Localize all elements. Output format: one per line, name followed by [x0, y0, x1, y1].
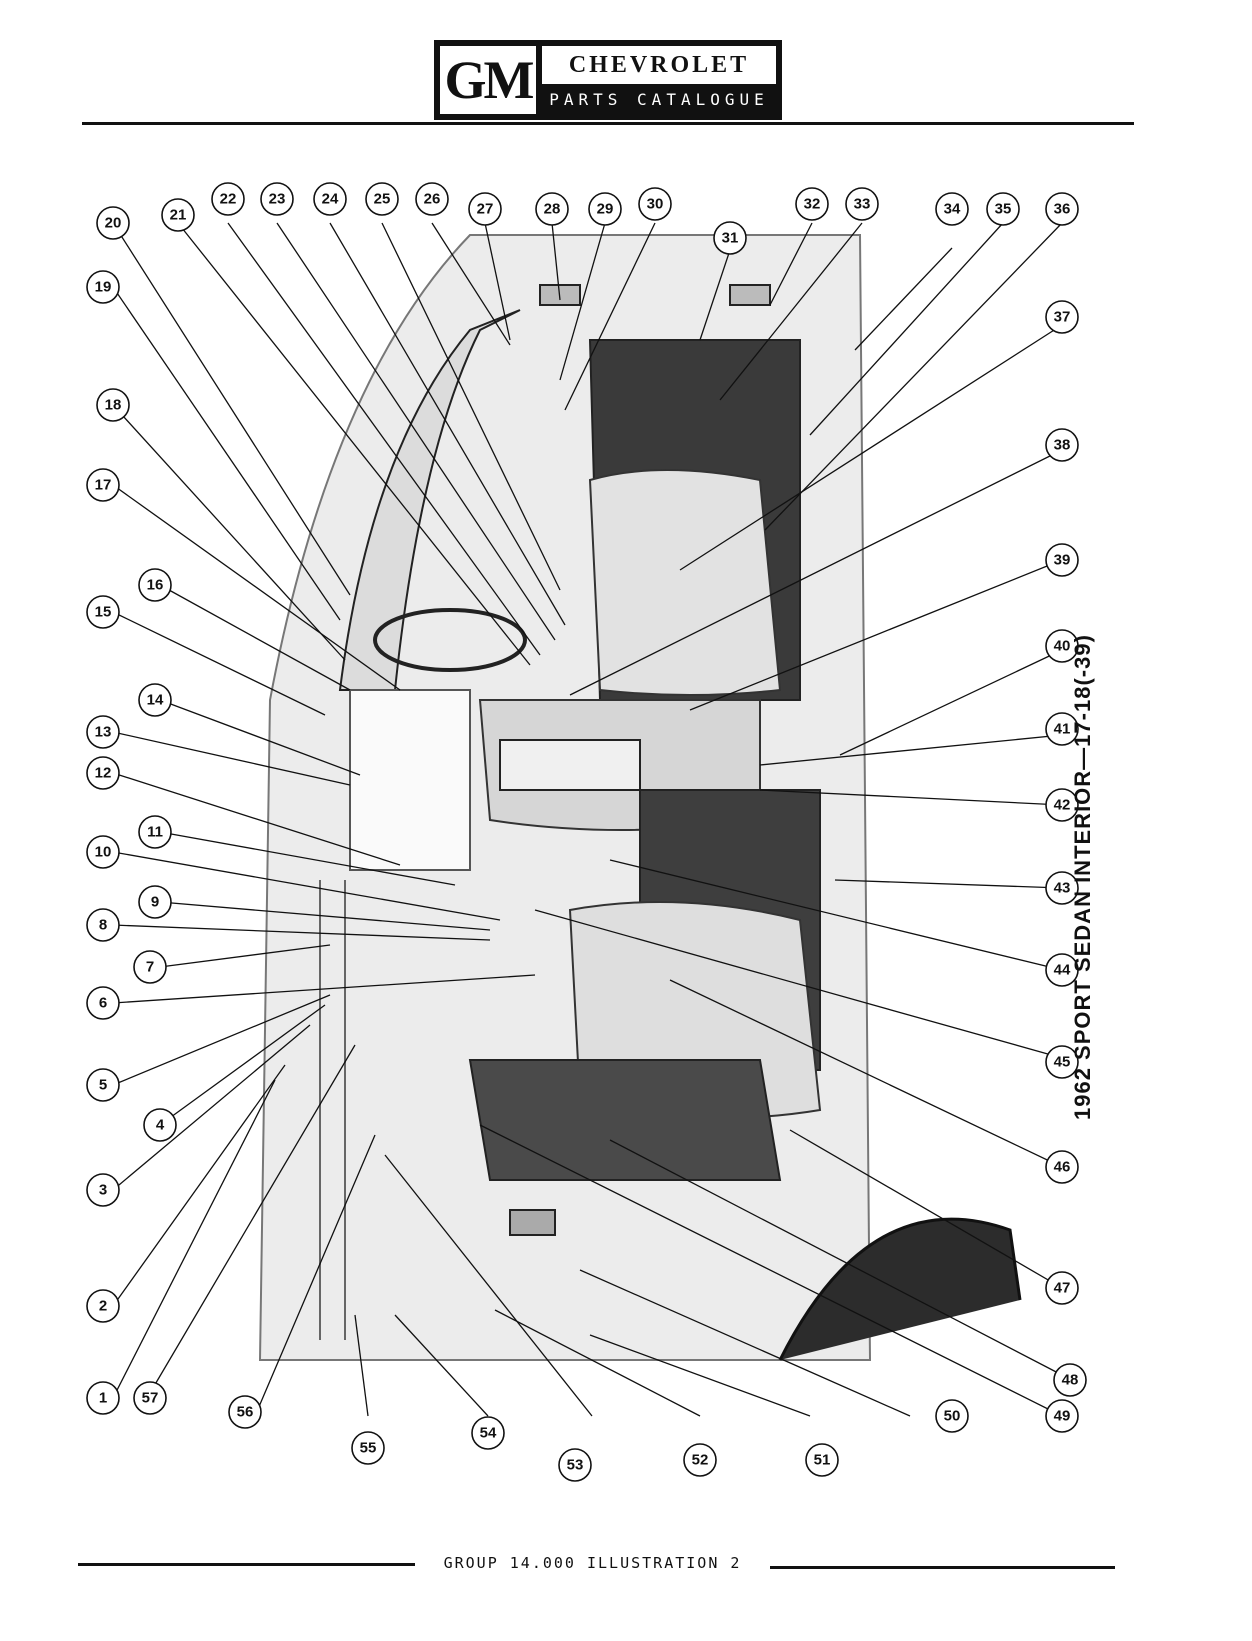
callout-5 — [87, 1069, 119, 1101]
callout-24 — [314, 183, 346, 215]
svg-text:11: 11 — [147, 823, 163, 841]
callout-27 — [469, 193, 501, 225]
svg-text:17: 17 — [94, 476, 112, 494]
svg-text:7: 7 — [145, 958, 155, 976]
illustration-title: 1962 SPORT SEDAN INTERIOR—17-18(-39) — [1070, 634, 1095, 1120]
svg-text:37: 37 — [1053, 308, 1071, 326]
callout-4 — [144, 1109, 176, 1141]
callout-28 — [536, 193, 568, 225]
footer-rule-left — [78, 1563, 415, 1566]
svg-text:30: 30 — [646, 195, 664, 213]
svg-text:25: 25 — [373, 190, 391, 208]
callout-49 — [1046, 1400, 1078, 1432]
svg-text:28: 28 — [543, 200, 561, 218]
svg-text:46: 46 — [1053, 1158, 1071, 1176]
callout-48 — [1054, 1364, 1086, 1396]
svg-text:49: 49 — [1053, 1407, 1071, 1425]
callout-50 — [936, 1400, 968, 1432]
svg-text:33: 33 — [853, 195, 871, 213]
interior-illustration — [0, 150, 1252, 1474]
svg-text:52: 52 — [691, 1451, 709, 1469]
callout-16 — [139, 569, 171, 601]
svg-text:39: 39 — [1053, 551, 1071, 569]
svg-text:5: 5 — [98, 1076, 108, 1094]
svg-text:47: 47 — [1053, 1279, 1071, 1297]
callout-9 — [139, 886, 171, 918]
callout-26 — [416, 183, 448, 215]
callout-15 — [87, 596, 119, 628]
callout-18 — [97, 389, 129, 421]
catalogue-subtitle: PARTS CATALOGUE — [549, 89, 769, 109]
svg-text:45: 45 — [1053, 1053, 1071, 1071]
svg-text:21: 21 — [169, 206, 187, 224]
svg-text:56: 56 — [236, 1403, 254, 1421]
svg-text:38: 38 — [1053, 436, 1071, 454]
callout-38 — [1046, 429, 1078, 461]
svg-text:34: 34 — [943, 200, 961, 218]
callout-11 — [139, 816, 171, 848]
brand-name: CHEVROLET — [542, 46, 776, 84]
svg-text:43: 43 — [1053, 879, 1071, 897]
svg-text:29: 29 — [596, 200, 614, 218]
svg-text:23: 23 — [268, 190, 286, 208]
brand-block — [542, 46, 776, 114]
callout-8 — [87, 909, 119, 941]
svg-text:2: 2 — [98, 1297, 108, 1315]
svg-text:13: 13 — [94, 723, 112, 741]
svg-text:44: 44 — [1053, 961, 1071, 979]
svg-text:51: 51 — [813, 1451, 831, 1469]
svg-text:8: 8 — [98, 916, 108, 934]
footer-text: GROUP 14.000 ILLUSTRATION 2 — [443, 1554, 742, 1572]
callout-37 — [1046, 301, 1078, 333]
callout-32 — [796, 188, 828, 220]
callout-7 — [134, 951, 166, 983]
svg-text:53: 53 — [566, 1456, 584, 1474]
callout-14 — [139, 684, 171, 716]
svg-text:31: 31 — [721, 229, 739, 247]
callout-19 — [87, 271, 119, 303]
svg-text:41: 41 — [1053, 720, 1071, 738]
callout-55 — [352, 1432, 384, 1464]
callout-53 — [559, 1449, 591, 1481]
svg-text:14: 14 — [146, 691, 164, 709]
callout-29 — [589, 193, 621, 225]
callout-34 — [936, 193, 968, 225]
callout-25 — [366, 183, 398, 215]
gm-chevrolet-logo — [434, 40, 782, 120]
callout-12 — [87, 757, 119, 789]
svg-text:6: 6 — [98, 994, 108, 1012]
svg-text:55: 55 — [359, 1439, 377, 1457]
callout-46 — [1046, 1151, 1078, 1183]
svg-text:48: 48 — [1061, 1371, 1079, 1389]
callout-36 — [1046, 193, 1078, 225]
callout-10 — [87, 836, 119, 868]
svg-text:3: 3 — [98, 1181, 108, 1199]
svg-text:22: 22 — [219, 190, 237, 208]
svg-text:32: 32 — [803, 195, 821, 213]
page-footer — [0, 1552, 1252, 1582]
svg-text:40: 40 — [1053, 637, 1071, 655]
svg-text:15: 15 — [94, 603, 112, 621]
callout-13 — [87, 716, 119, 748]
callout-57 — [134, 1382, 166, 1414]
svg-text:18: 18 — [104, 396, 122, 414]
callout-51 — [806, 1444, 838, 1476]
callout-52 — [684, 1444, 716, 1476]
svg-text:50: 50 — [943, 1407, 961, 1425]
header-rule — [82, 122, 1134, 125]
svg-text:16: 16 — [146, 576, 164, 594]
svg-text:1: 1 — [98, 1389, 108, 1407]
svg-text:57: 57 — [141, 1389, 159, 1407]
callout-35 — [987, 193, 1019, 225]
svg-text:26: 26 — [423, 190, 441, 208]
callout-3 — [87, 1174, 119, 1206]
callout-1 — [87, 1382, 119, 1414]
callout-30 — [639, 188, 671, 220]
callout-23 — [261, 183, 293, 215]
gm-logo-letters: GM — [440, 46, 536, 114]
callout-31 — [714, 222, 746, 254]
svg-text:12: 12 — [94, 764, 112, 782]
callout-33 — [846, 188, 878, 220]
callout-22 — [212, 183, 244, 215]
svg-text:9: 9 — [150, 893, 160, 911]
svg-text:4: 4 — [155, 1116, 165, 1134]
svg-text:54: 54 — [479, 1424, 497, 1442]
svg-text:36: 36 — [1053, 200, 1071, 218]
callout-20 — [97, 207, 129, 239]
svg-text:24: 24 — [321, 190, 339, 208]
svg-text:27: 27 — [476, 200, 494, 218]
svg-text:35: 35 — [994, 200, 1012, 218]
callout-17 — [87, 469, 119, 501]
callout-56 — [229, 1396, 261, 1428]
callout-39 — [1046, 544, 1078, 576]
svg-text:10: 10 — [94, 843, 112, 861]
svg-text:42: 42 — [1053, 796, 1071, 814]
svg-text:20: 20 — [104, 214, 122, 232]
callout-6 — [87, 987, 119, 1019]
footer-rule-right — [770, 1566, 1115, 1569]
callout-47 — [1046, 1272, 1078, 1304]
callout-21 — [162, 199, 194, 231]
callout-2 — [87, 1290, 119, 1322]
svg-text:19: 19 — [94, 278, 112, 296]
callout-54 — [472, 1417, 504, 1449]
